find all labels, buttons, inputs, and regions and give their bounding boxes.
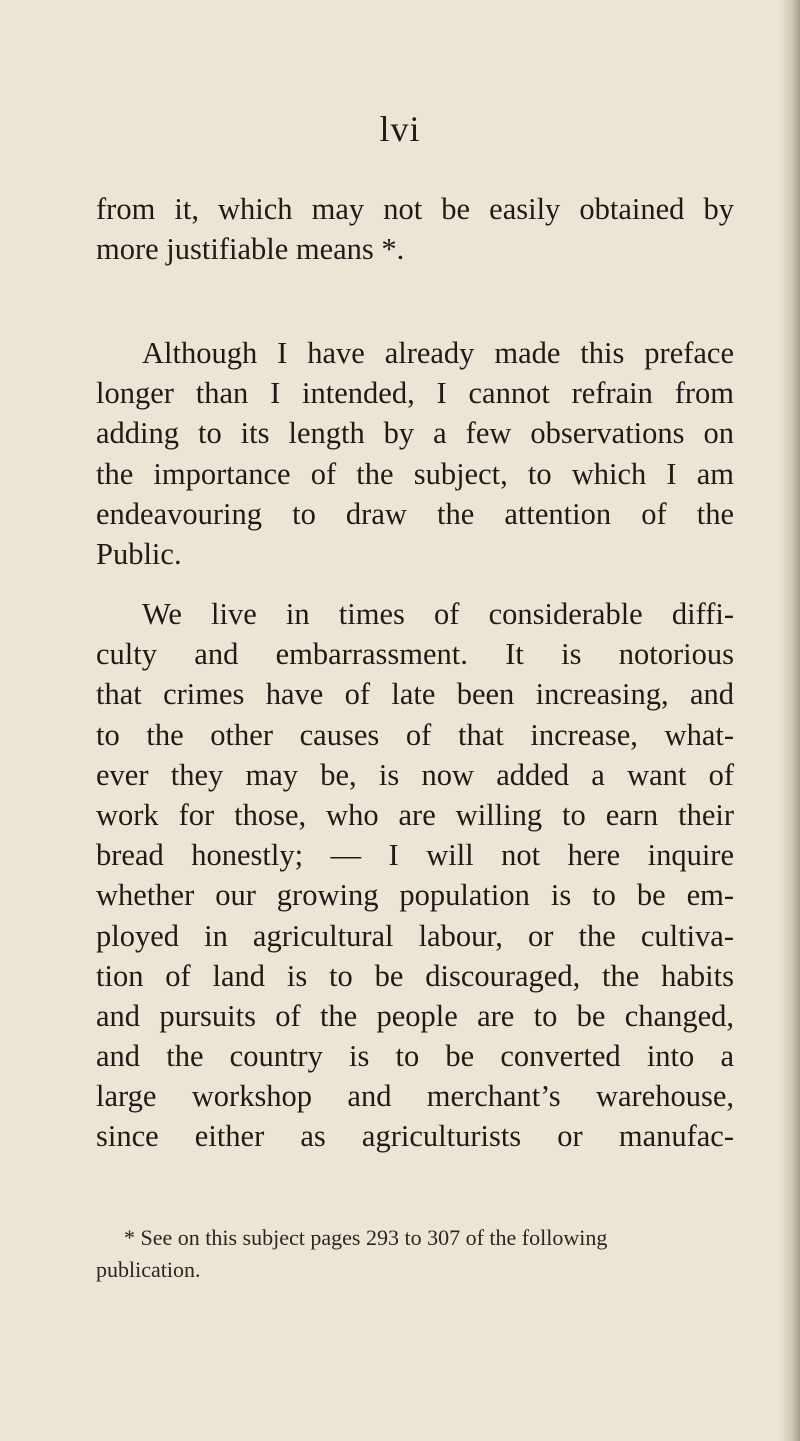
footnote — [96, 1222, 734, 1286]
text-line: more justifiable means *. — [96, 232, 405, 267]
paragraph-preface-note — [96, 333, 734, 574]
text-line: tion of land is to be discouraged, the habits — [96, 958, 734, 993]
text-line: and pursuits of the people are to be changed, — [96, 998, 734, 1033]
text-line: to the other causes of that increase, what- — [96, 717, 734, 752]
text-line: whether our growing population is to be em- — [96, 878, 734, 913]
paragraph-continuation — [96, 189, 734, 269]
text-line: We live in times of considerable diffi- — [142, 597, 734, 631]
text-line: ever they may be, is now added a want of — [96, 757, 734, 792]
text-line: large workshop and merchant’s warehouse, — [96, 1079, 734, 1114]
text-line: from it, which may not be easily obtained by — [96, 192, 734, 226]
text-line: that crimes have of late been increasing, and — [96, 677, 734, 712]
paragraph-difficult-times — [96, 594, 734, 1157]
text-line: Although I have already made this preface — [142, 336, 734, 370]
text-line: longer than I intended, I cannot refrain from — [96, 376, 734, 411]
footnote-line: publication. — [96, 1257, 201, 1282]
text-line: the importance of the subject, to which I am — [96, 456, 734, 491]
page-edge-shadow — [778, 0, 800, 1441]
text-line: ployed in agricultural labour, or the cultiva- — [96, 918, 734, 953]
text-line: since either as agriculturists or manufac- — [96, 1119, 734, 1154]
text-line: culty and embarrassment. It is notorious — [96, 637, 734, 672]
page-number: lvi — [379, 109, 421, 149]
footnote-line: * See on this subject pages 293 to 307 of the following — [124, 1225, 608, 1250]
text-line: adding to its length by a few observations on — [96, 416, 734, 451]
text-line: bread honestly; — I will not here inquire — [96, 838, 734, 873]
text-line: and the country is to be converted into a — [96, 1039, 734, 1074]
text-line: work for those, who are willing to earn their — [96, 797, 734, 832]
text-line: endeavouring to draw the attention of the — [96, 496, 734, 531]
text-line: Public. — [96, 536, 182, 571]
